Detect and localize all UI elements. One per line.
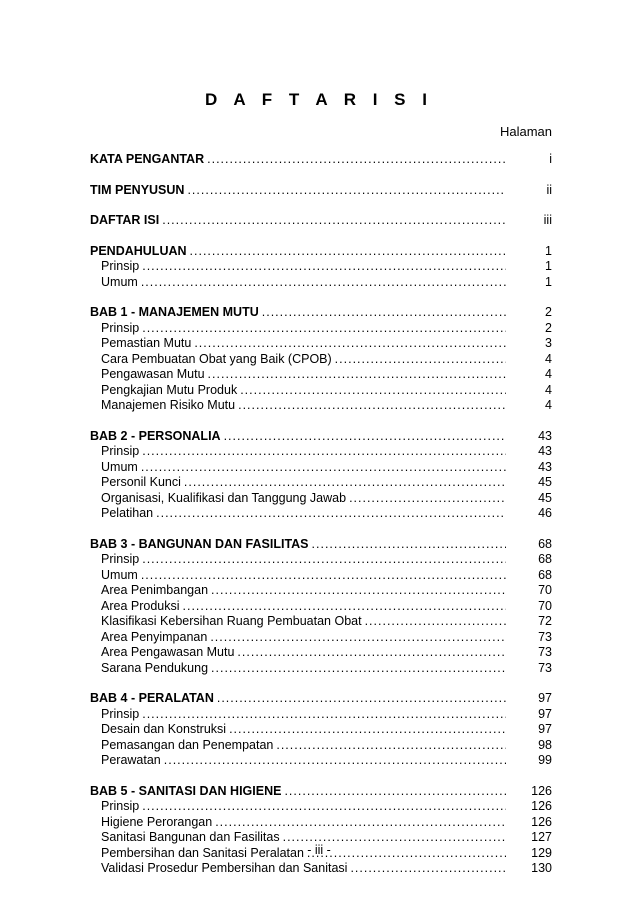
entry-page-number: 4	[545, 367, 552, 381]
dot-leader	[141, 568, 506, 584]
entry-label: Prinsip	[101, 320, 140, 335]
toc-subsection-entry[interactable]	[90, 568, 552, 584]
toc-subsection-entry[interactable]	[90, 707, 552, 723]
entry-page-number: i	[549, 152, 552, 166]
entry-label: Cara Pembuatan Obat yang Baik (CPOB)	[101, 351, 332, 366]
dot-leader	[238, 398, 506, 414]
entry-page-number: 73	[538, 660, 552, 675]
toc-section-entry[interactable]	[90, 784, 552, 800]
dot-leader	[211, 583, 506, 599]
entry-label: Prinsip	[101, 706, 140, 721]
entry-label: Area Penimbangan	[101, 583, 209, 597]
dot-leader	[208, 367, 506, 383]
entry-page-number: 130	[531, 861, 552, 875]
section-gap	[90, 414, 552, 429]
dot-leader	[142, 259, 506, 275]
toc-subsection-entry[interactable]	[90, 799, 552, 815]
entry-label: Perawatan	[101, 753, 161, 767]
entry-page-number: 129	[531, 845, 552, 860]
entry-page-number: 3	[545, 336, 552, 350]
dot-leader	[141, 460, 506, 476]
entry-label: BAB 4 - PERALATAN	[90, 691, 214, 705]
toc-subsection-entry[interactable]	[90, 630, 552, 646]
toc-subsection-entry[interactable]	[90, 275, 552, 291]
entry-page-number: 1	[545, 243, 552, 258]
toc-subsection-entry[interactable]	[90, 259, 552, 275]
section-gap	[90, 198, 552, 213]
entry-page-number: 45	[538, 475, 552, 489]
entry-label: TIM PENYUSUN	[90, 182, 185, 197]
toc-subsection-entry[interactable]	[90, 583, 552, 599]
dot-leader	[183, 599, 506, 615]
entry-label: Pembersihan dan Sanitasi Peralatan	[101, 845, 304, 860]
entry-page-number: 73	[538, 629, 552, 644]
section-gap	[90, 229, 552, 244]
entry-label: BAB 3 - BANGUNAN DAN FASILITAS	[90, 536, 309, 551]
toc-section-entry[interactable]	[90, 305, 552, 321]
section-gap	[90, 522, 552, 537]
entry-page-number: 1	[545, 274, 552, 289]
toc-subsection-entry[interactable]	[90, 383, 552, 399]
dot-leader	[141, 275, 506, 291]
dot-leader	[276, 738, 506, 754]
dot-leader	[211, 661, 506, 677]
toc-subsection-entry[interactable]	[90, 552, 552, 568]
entry-page-number: 2	[545, 305, 552, 319]
toc-subsection-entry[interactable]	[90, 506, 552, 522]
dot-leader	[142, 552, 506, 568]
section-gap	[90, 290, 552, 305]
entry-label: DAFTAR ISI	[90, 213, 160, 227]
entry-label: Pemasangan dan Penempatan	[101, 737, 274, 752]
entry-page-number: 43	[538, 428, 552, 443]
dot-leader	[224, 429, 506, 445]
dot-leader	[284, 784, 506, 800]
toc-subsection-entry[interactable]	[90, 614, 552, 630]
toc-subsection-entry[interactable]	[90, 599, 552, 615]
section-gap	[90, 676, 552, 691]
dot-leader	[335, 352, 506, 368]
dot-leader	[162, 213, 506, 229]
entry-label: Prinsip	[101, 799, 140, 813]
dot-leader	[164, 753, 506, 769]
dot-leader	[194, 336, 506, 352]
entry-page-number: 127	[531, 830, 552, 844]
toc-section-entry[interactable]	[90, 244, 552, 260]
entry-page-number: 126	[531, 814, 552, 829]
entry-page-number: 70	[538, 598, 552, 613]
dot-leader	[142, 799, 506, 815]
entry-label: Pemastian Mutu	[101, 336, 192, 350]
dot-leader	[187, 183, 506, 199]
section-gap	[90, 769, 552, 784]
entry-page-number: 43	[538, 444, 552, 458]
toc-subsection-entry[interactable]	[90, 460, 552, 476]
entry-page-number: 45	[538, 490, 552, 505]
entry-page-number: 97	[538, 722, 552, 736]
entry-label: KATA PENGANTAR	[90, 152, 205, 166]
entry-page-number: 4	[545, 382, 552, 397]
dot-leader	[262, 305, 506, 321]
section-gap	[90, 168, 552, 183]
toc-section-entry[interactable]	[90, 213, 552, 229]
entry-label: Area Pengawasan Mutu	[101, 645, 235, 659]
entry-label: Pengawasan Mutu	[101, 367, 205, 381]
entry-label: Pengkajian Mutu Produk	[101, 382, 238, 397]
toc-subsection-entry[interactable]	[90, 336, 552, 352]
dot-leader	[142, 707, 506, 723]
toc-subsection-entry[interactable]	[90, 753, 552, 769]
toc-subsection-entry[interactable]	[90, 398, 552, 414]
entry-page-number: 73	[538, 645, 552, 659]
toc-subsection-entry[interactable]	[90, 475, 552, 491]
entry-page-number: 68	[538, 552, 552, 566]
dot-leader	[350, 861, 506, 877]
dot-leader	[217, 691, 506, 707]
entry-label: Organisasi, Kualifikasi dan Tanggung Jawab	[101, 490, 347, 505]
entry-page-number: ii	[546, 182, 552, 197]
entry-label: Sarana Pendukung	[101, 660, 209, 675]
toc-subsection-entry[interactable]	[90, 722, 552, 738]
dot-leader	[210, 630, 506, 646]
toc-subsection-entry[interactable]	[90, 661, 552, 677]
entry-label: BAB 2 - PERSONALIA	[90, 428, 221, 443]
dot-leader	[229, 722, 506, 738]
dot-leader	[237, 645, 506, 661]
toc-subsection-entry[interactable]	[90, 861, 552, 877]
entry-label: Manajemen Risiko Mutu	[101, 398, 236, 412]
dot-leader	[240, 383, 506, 399]
entry-label: Sanitasi Bangunan dan Fasilitas	[101, 830, 280, 844]
entry-page-number: 43	[538, 459, 552, 474]
toc-subsection-entry[interactable]	[90, 352, 552, 368]
entry-label: Area Produksi	[101, 598, 180, 613]
entry-page-number: 70	[538, 583, 552, 597]
toc-section-entry[interactable]	[90, 152, 552, 168]
entry-label: Umum	[101, 274, 138, 289]
entry-page-number: 126	[531, 799, 552, 813]
dot-leader	[365, 614, 506, 630]
entry-label: BAB 5 - SANITASI DAN HIGIENE	[90, 783, 282, 798]
dot-leader	[312, 537, 506, 553]
dot-leader	[349, 491, 506, 507]
entry-label: Prinsip	[101, 259, 140, 273]
entry-page-number: 1	[545, 259, 552, 273]
entry-label: Prinsip	[101, 552, 140, 566]
entry-label: Area Penyimpanan	[101, 629, 208, 644]
entry-label: Umum	[101, 459, 138, 474]
entry-label: Validasi Prosedur Pembersihan dan Sanitasi	[101, 861, 348, 875]
toc-subsection-entry[interactable]	[90, 815, 552, 831]
dot-leader	[215, 815, 506, 831]
toc-section-entry[interactable]	[90, 183, 552, 199]
entry-label: Higiene Perorangan	[101, 814, 213, 829]
table-of-contents	[90, 152, 552, 877]
toc-subsection-entry[interactable]	[90, 367, 552, 383]
entry-label: Personil Kunci	[101, 475, 181, 489]
dot-leader	[142, 444, 506, 460]
toc-subsection-entry[interactable]	[90, 321, 552, 337]
entry-label: Prinsip	[101, 444, 140, 458]
page-column-header: Halaman	[499, 124, 552, 139]
entry-page-number: 68	[538, 567, 552, 582]
toc-subsection-entry[interactable]	[90, 444, 552, 460]
entry-label: Desain dan Konstruksi	[101, 722, 227, 736]
entry-page-number: 4	[545, 351, 552, 366]
entry-label: Pelatihan	[101, 506, 154, 520]
dot-leader	[142, 321, 506, 337]
entry-label: PENDAHULUAN	[90, 243, 187, 258]
entry-page-number: 126	[531, 783, 552, 798]
entry-page-number: 2	[545, 320, 552, 335]
entry-page-number: 46	[538, 506, 552, 520]
entry-page-number: 97	[538, 691, 552, 705]
entry-page-number: 68	[538, 536, 552, 551]
entry-page-number: iii	[543, 213, 552, 227]
entry-page-number: 98	[538, 737, 552, 752]
toc-section-entry[interactable]	[90, 429, 552, 445]
entry-label: Klasifikasi Kebersihan Ruang Pembuatan Obat	[101, 614, 362, 628]
dot-leader	[184, 475, 506, 491]
toc-subsection-entry[interactable]	[90, 491, 552, 507]
toc-section-entry[interactable]	[90, 691, 552, 707]
entry-label: BAB 1 - MANAJEMEN MUTU	[90, 305, 259, 319]
page-number-footer: - iii -	[307, 843, 331, 857]
toc-subsection-entry[interactable]	[90, 645, 552, 661]
page-title: D A F T A R I S I	[205, 90, 433, 109]
dot-leader	[190, 244, 506, 260]
dot-leader	[207, 152, 506, 168]
entry-page-number: 99	[538, 753, 552, 767]
entry-label: Umum	[101, 567, 138, 582]
entry-page-number: 97	[538, 706, 552, 721]
dot-leader	[156, 506, 506, 522]
toc-subsection-entry[interactable]	[90, 738, 552, 754]
entry-page-number: 72	[538, 614, 552, 628]
toc-section-entry[interactable]	[90, 537, 552, 553]
entry-page-number: 4	[545, 398, 552, 412]
